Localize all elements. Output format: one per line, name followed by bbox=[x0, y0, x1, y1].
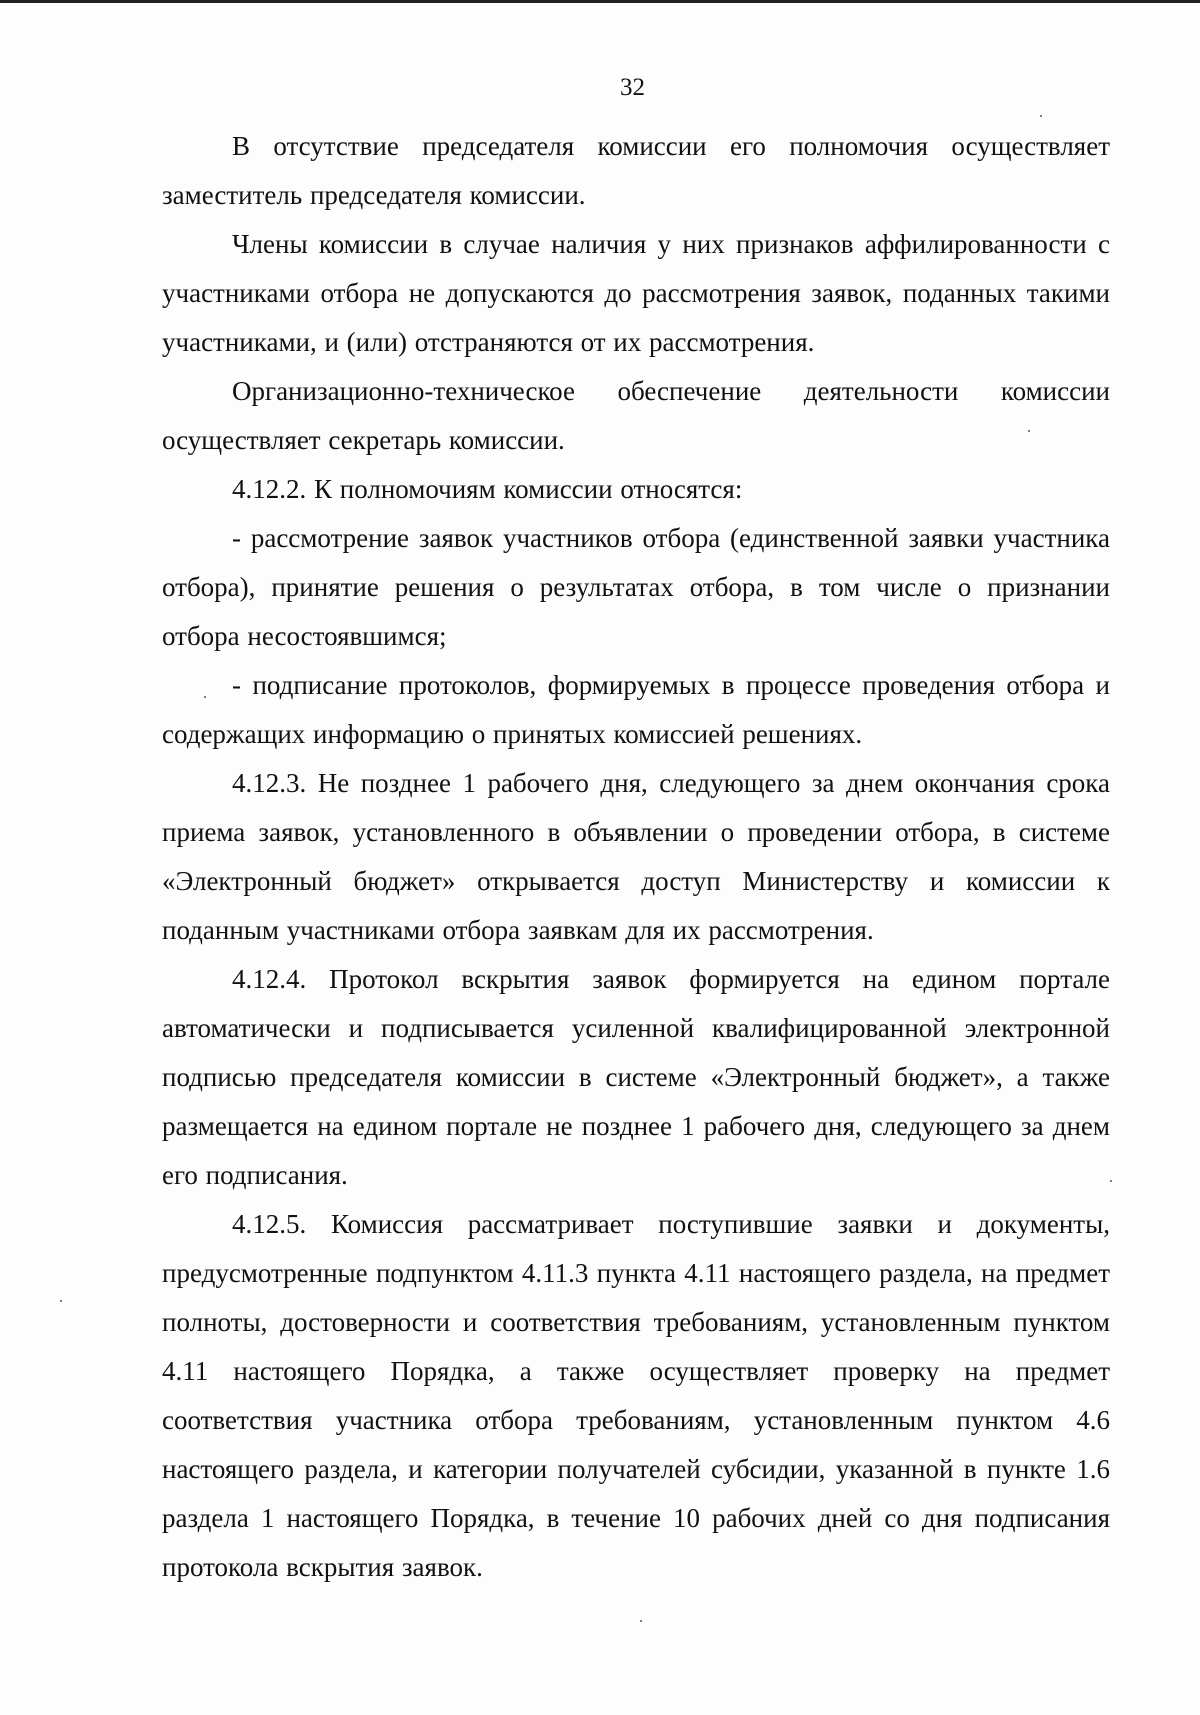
list-item-review: - рассмотрение заявок участников отбора (единственной заявки участника отбора), принятие решения о результатах отбора, в том числе о признании отбора несостоявшимся; bbox=[162, 523, 1110, 651]
document-body bbox=[162, 122, 1110, 1592]
paragraph-4-12-3: 4.12.3. Не позднее 1 рабочего дня, следующего за днем окончания срока приема заявок, установленного в объявлении о проведении отбора, в системе «Электронный бюджет» открывается доступ Министерству и комиссии к поданным участниками отбора заявкам для их рассмотрения. bbox=[162, 768, 1110, 945]
paragraph-affiliation: Члены комиссии в случае наличия у них признаков аффилированности с участниками отбора не допускаются до рассмотрения заявок, поданных такими участниками, и (или) отстраняются от их рассмотрения. bbox=[162, 229, 1110, 357]
paragraph-chairman-absence: В отсутствие председателя комиссии его полномочия осуществляет заместитель председателя комиссии. bbox=[162, 131, 1110, 210]
paragraph-4-12-2: 4.12.2. К полномочиям комиссии относятся: bbox=[232, 474, 743, 504]
scan-speck bbox=[640, 1620, 642, 1622]
paragraph-4-12-5: 4.12.5. Комиссия рассматривает поступившие заявки и документы, предусмотренные подпунктом 4.11.3 пункта 4.11 настоящего раздела, на предмет полноты, достоверности и соответствия требованиям, установленным пунктом 4.11 настоящего Порядка, а также осуществляет проверку на предмет соответствия участника отбора требованиям, установленным пунктом 4.6 настоящего раздела, и категории получателей субсидии, указанной в пункте 1.6 раздела 1 настоящего Порядка, в течение 10 рабочих дней со дня подписания протокола вскрытия заявок. bbox=[162, 1209, 1110, 1582]
scan-speck bbox=[1110, 1180, 1112, 1182]
page-number: 32 bbox=[620, 74, 645, 101]
scan-speck bbox=[60, 1300, 62, 1302]
list-item-signing: - подписание протоколов, формируемых в процессе проведения отбора и содержащих информацию о принятых комиссией решениях. bbox=[162, 670, 1110, 749]
scan-speck bbox=[1028, 430, 1030, 432]
scan-speck bbox=[204, 696, 206, 698]
paragraph-4-12-4: 4.12.4. Протокол вскрытия заявок формируется на едином портале автоматически и подписывается усиленной квалифицированной электронной подписью председателя комиссии в системе «Электронный бюджет», а также размещается на едином портале не позднее 1 рабочего дня, следующего за днем его подписания. bbox=[162, 964, 1110, 1190]
scan-speck bbox=[1040, 115, 1042, 117]
paragraph-secretary: Организационно-техническое обеспечение деятельности комиссии осуществляет секретарь комиссии. bbox=[162, 376, 1110, 455]
scan-top-edge bbox=[0, 0, 1200, 3]
